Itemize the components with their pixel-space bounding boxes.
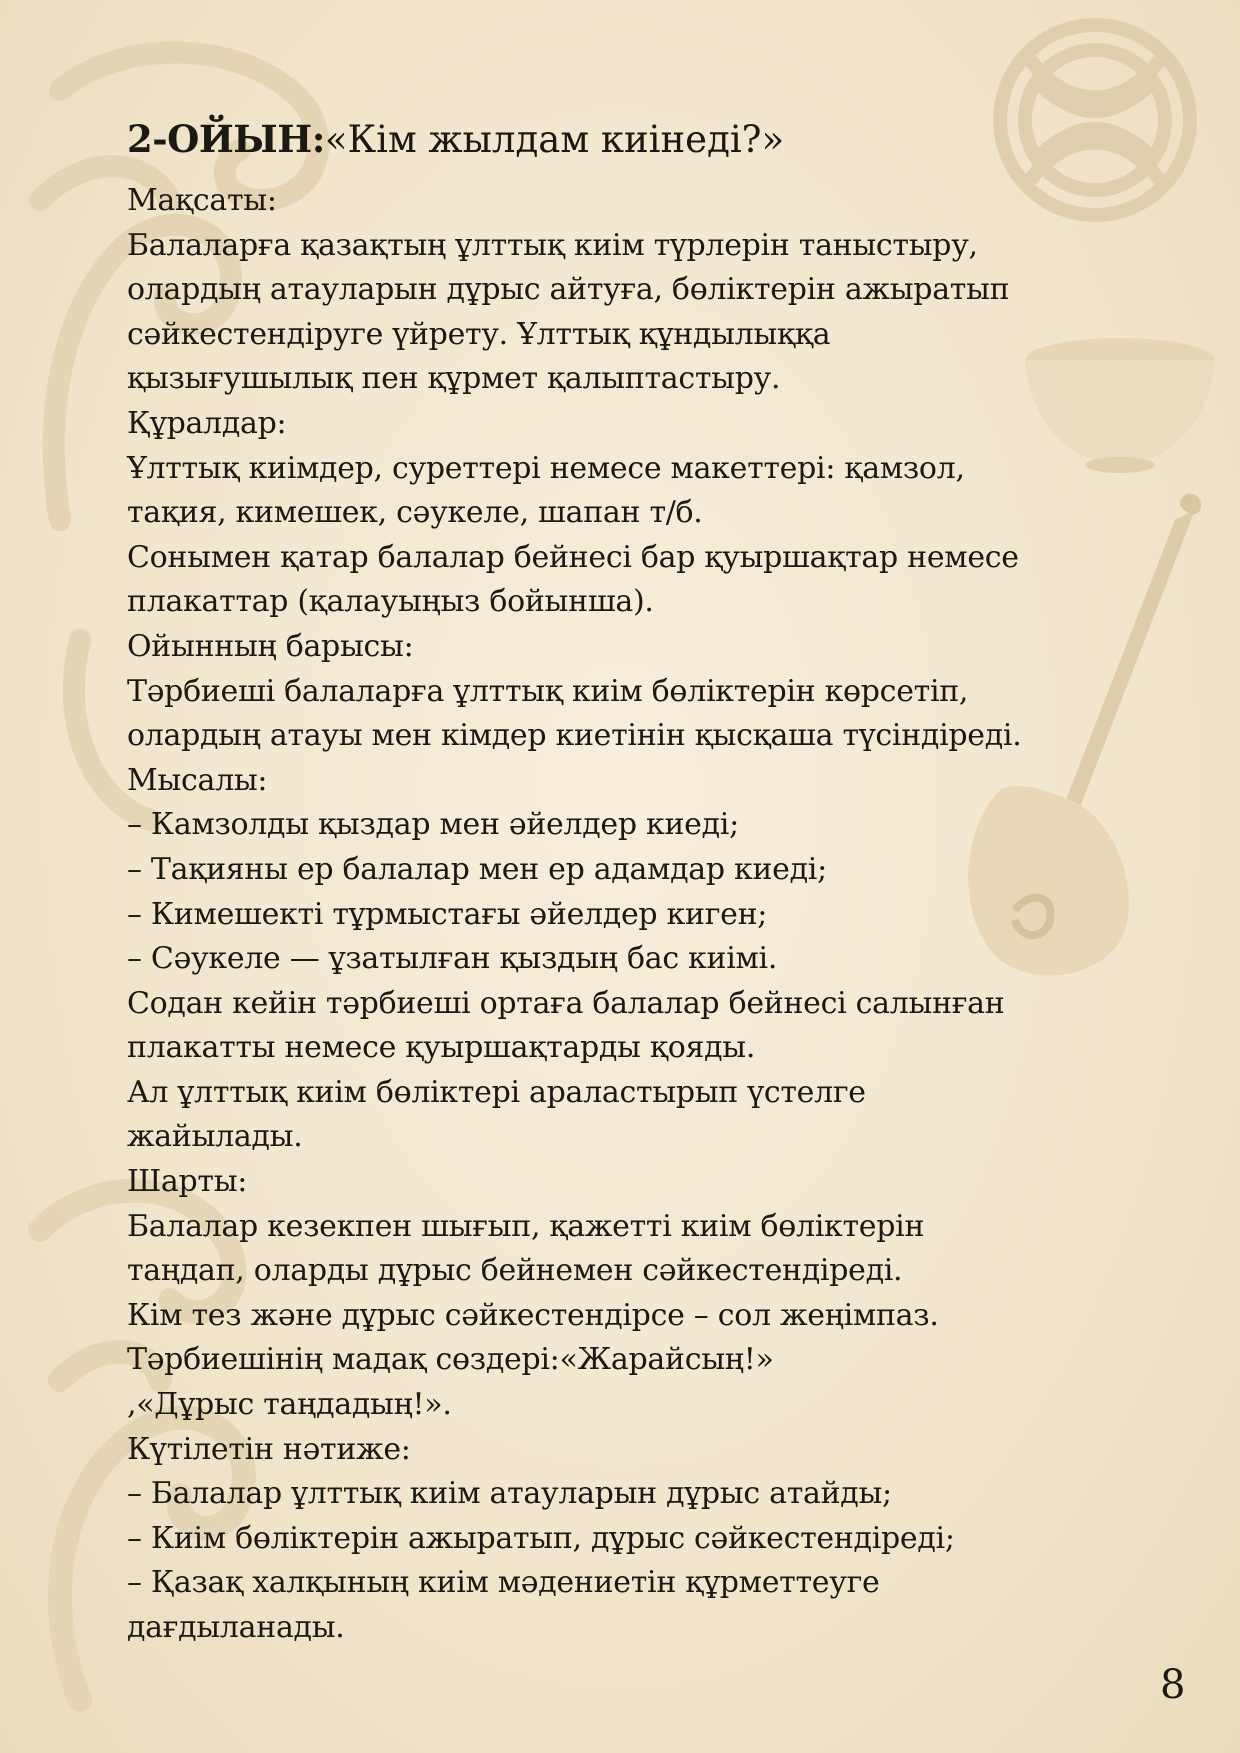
text-line: плакаттар (қалауыңыз бойынша). [127,584,654,620]
game-name: «Кім жылдам киінеді?» [324,118,785,161]
text-line: дағдыланады. [127,1610,345,1645]
text-line: – Сәукеле — ұзатылған қыздың бас киімі. [127,941,778,977]
text-line: Ойынның барысы: [127,628,414,664]
text-line: – Киім бөліктерін ажыратып, дұрыс сәйкестендіреді; [127,1520,955,1556]
text-line: – Камзолды қыздар мен әйелдер киеді; [127,807,739,843]
text-line: олардың атауы мен кімдер киетінін қысқаша түсіндіреді. [127,718,1022,754]
text-line: плакатты немесе қуыршақтарды қояды. [127,1030,756,1066]
text-line: Кім тез және дұрыс сәйкестендірсе – сол жеңімпаз. [127,1297,939,1333]
text-line: сәйкестендіруге үйрету. Ұлттық құндылыққа [127,316,831,352]
text-line: Балаларға қазақтың ұлттық киім түрлерін таныстыру, [127,227,978,263]
text-line: Мақсаты: [127,183,277,218]
text-line: Құралдар: [127,405,287,441]
page-title [127,112,1167,167]
text-line: жайылады. [127,1119,303,1155]
text-line: Сонымен қатар балалар бейнесі бар қуыршақтар немесе [127,539,1019,575]
text-line: Күтілетін нәтиже: [127,1431,411,1467]
text-line: – Тақияны ер балалар мен ер адамдар киеді; [127,851,827,887]
text-line: Тәрбиешінің мадақ сөздері:«Жарайсың!» [127,1342,774,1378]
text-line: Ұлттық киімдер, суреттері немесе макеттері: қамзол, [127,450,965,486]
page-number: 8 [1160,1662,1186,1708]
game-description [127,112,1167,1651]
text-line: ,«Дұрыс таңдадың!». [127,1387,452,1423]
text-line: – Қазақ халқының киім мәдениетін құрметтеуге [127,1565,880,1601]
text-line: Мысалы: [127,762,268,798]
text-line: – Кимешекті тұрмыстағы әйелдер киген; [127,896,768,932]
text-line: олардың атауларын дұрыс айтуға, бөліктерін ажыратып [127,272,1010,308]
text-line: Тәрбиеші балаларға ұлттық киім бөліктерін көрсетіп, [127,673,969,709]
text-body [127,179,1167,1651]
text-line: Балалар кезекпен шығып, қажетті киім бөліктерін [127,1208,925,1244]
text-line: Содан кейін тәрбиеші ортаға балалар бейнесі салынған [127,985,1005,1021]
text-line: Ал ұлттық киім бөліктері араластырып үстелге [127,1074,866,1110]
text-line: Шарты: [127,1164,248,1200]
text-line: таңдап, оларды дұрыс бейнемен сәйкестендіреді. [127,1253,903,1289]
text-line: тақия, кимешек, сәукеле, шапан т/б. [127,495,703,531]
text-line: – Балалар ұлттық киім атауларын дұрыс атайды; [127,1476,892,1512]
text-line: қызығушылық пен құрмет қалыптастыру. [127,361,781,397]
game-number: 2-ОЙЫН: [127,117,325,161]
